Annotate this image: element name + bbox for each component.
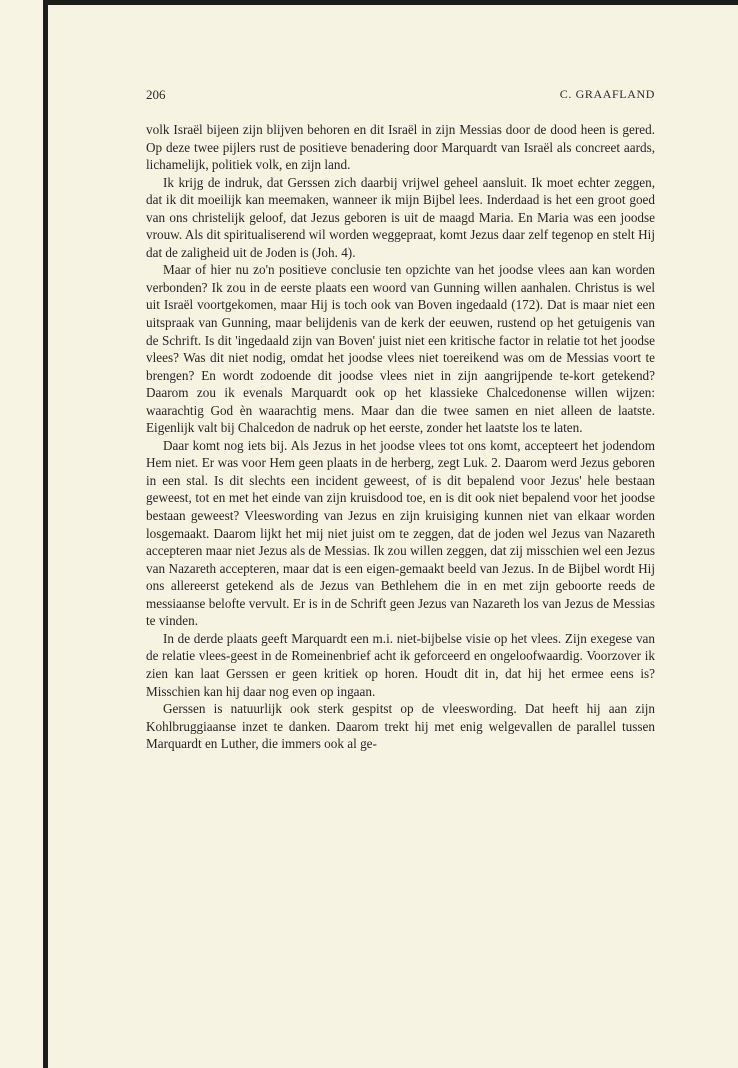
paragraph-1: volk Israël bijeen zijn blijven behoren en dit Israël in zijn Messias door de dood heen is gered. Op deze twee pijlers rust de positieve benadering door Marquardt van Israël als concreet aards, lichamelijk, politiek volk, en zijn land. [146, 122, 655, 173]
paragraph-3: Maar of hier nu zo'n positieve conclusie ten opzichte van het joodse vlees aan kan worden verbonden? Ik zou in de eerste plaats een woord van Gunning willen aanhalen. Christus is wel uit Israël voortgekomen, maar Hij is toch ook van Boven ingedaald (172). Dat is maar niet een uitspraak van Gunning, maar belijdenis van de kerk der eeuwen, rustend op het getuigenis van de Schrift. Is dit 'ingedaald zijn van Boven' juist niet een kritische factor in relatie tot het joodse vlees? Was dit niet nodig, omdat het joodse vlees niet toereikend was om de Messias voort te brengen? En wordt zodoende dit joodse vlees niet in zijn aangrijpende te-kort getekend? Daarom zou ik evenals Marquardt ook op het klassieke Chalcedonense willen wijzen: waarachtig God èn waarachtig mens. Maar dan die twee samen en niet alleen de laatste. Eigenlijk valt bij Chalcedon de nadruk op het eerste, zonder het laatste los te laten. [146, 262, 655, 436]
running-head-author: C. GRAAFLAND [559, 87, 655, 101]
paragraph-6: Gerssen is natuurlijk ook sterk gespitst op de vleeswording. Dat heeft hij aan zijn Kohlbruggiaanse inzet te danken. Daarom trekt hij met enig welgevallen de parallel tussen Marquardt en Luther, die immers ook al ge- [146, 701, 655, 752]
paragraph-5: In de derde plaats geeft Marquardt een m.i. niet-bijbelse visie op het vlees. Zijn exegese van de relatie vlees-geest in de Romeinenbrief acht ik geforceerd en ongeloofwaardig. Voorzover ik zien kan laat Gerssen er geen kritiek op horen. Houdt dit in, dat hij het ermee eens is? Misschien kan hij daar nog even op ingaan. [146, 630, 655, 699]
paragraph-4: Daar komt nog iets bij. Als Jezus in het joodse vlees tot ons komt, accepteert het jodendom Hem niet. Er was voor Hem geen plaats in de herberg, zegt Luk. 2. Daarom werd Jezus geboren in een stal. Is dit slechts een incident geweest, of is dit bepalend voor Jezus' hele bestaan geweest, tot en met het einde van zijn kruisdood toe, en is dit ook niet bepalend voor het joodse bestaan geweest? Vleeswording van Jezus en zijn kruisiging kunnen niet van elkaar worden losgemaakt. Daarom lijkt het mij niet juist om te zeggen, dat de joden wel Jezus van Nazareth accepteren maar niet Jezus als de Messias. Ik zou willen zeggen, dat zij misschien wel een Jezus van Nazareth accepteren, maar dat is een eigen-gemaakt beeld van Jezus. In de Bijbel wordt Hij ons allereerst getekend als de Jezus van Bethlehem die in en met zijn geboorte reeds de messiaanse belofte vervult. Er is in de Schrift geen Jezus van Nazareth los van Jezus de Messias te vinden. [146, 437, 655, 629]
paragraph-2: Ik krijg de indruk, dat Gerssen zich daarbij vrijwel geheel aansluit. Ik moet echter zeggen, dat ik dit moeilijk kan meemaken, wanneer ik mijn Bijbel lees. Inderdaad is het een groot goed van ons christelijk geloof, dat Jezus geboren is uit de maagd Maria. En Maria was een joodse vrouw. Als dit spiritualiserend wil worden weggepraat, komt Jezus daar zelf tegenop en stelt Hij dat de zaligheid uit de Joden is (Joh. 4). [146, 174, 655, 260]
page-number: 206 [146, 87, 166, 102]
body-text [146, 121, 655, 753]
